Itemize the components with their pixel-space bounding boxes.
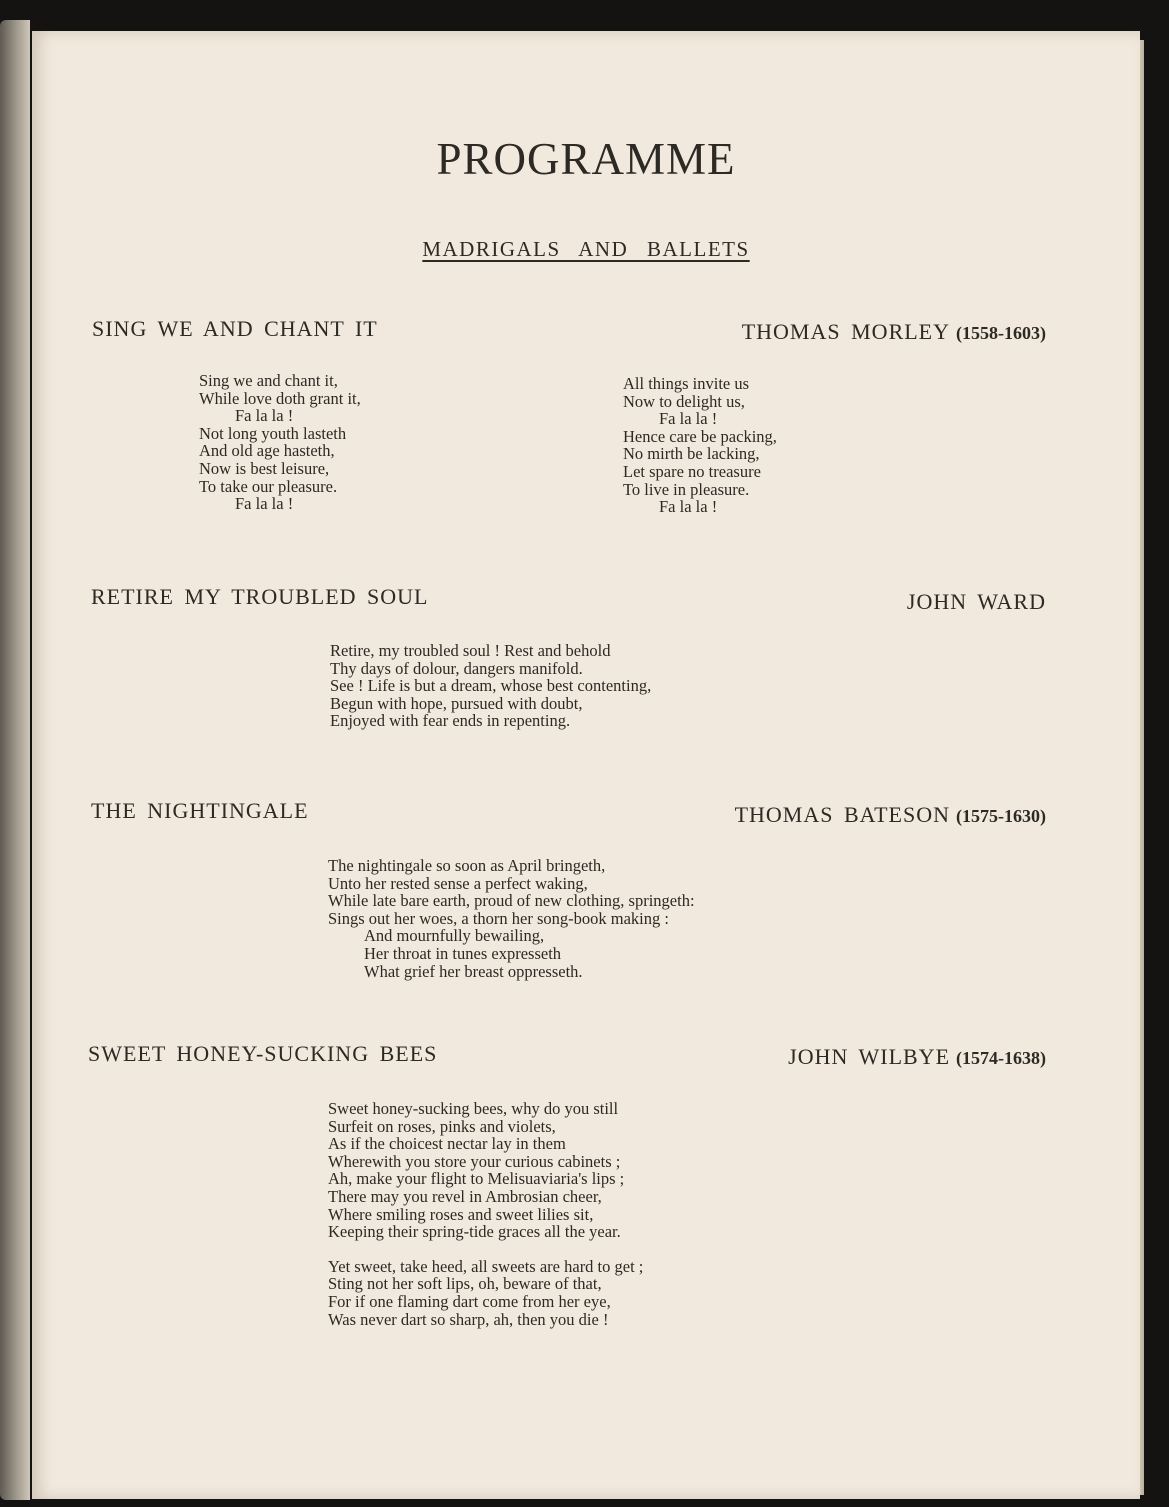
piece-title-retire: RETIRE MY TROUBLED SOUL: [91, 584, 429, 609]
piece-title-honey-bees: SWEET HONEY-SUCKING BEES: [88, 1041, 438, 1066]
verse-line: Ah, make your flight to Melisuaviaria's lips ;: [328, 1169, 625, 1189]
verse-line: Sweet honey-sucking bees, why do you still: [328, 1099, 619, 1118]
verse-retire: [330, 642, 651, 730]
verse-line: Fa la la !: [235, 494, 294, 514]
piece-title-nightingale: THE NIGHTINGALE: [91, 798, 309, 823]
composer-dates: (1558-1603): [956, 323, 1046, 343]
verse-line: Hence care be packing,: [623, 426, 777, 446]
composer-bateson: THOMAS BATESON (1575-1630): [734, 802, 1046, 827]
book-spine-shadow: [0, 20, 30, 1500]
verse-honey-bees: [328, 1100, 643, 1328]
verse-line: Wherewith you store your curious cabinets ;: [328, 1151, 621, 1171]
composer-dates: (1574-1638): [956, 1048, 1046, 1068]
verse-line: All things invite us: [623, 374, 750, 393]
verse-line: Where smiling roses and sweet lilies sit,: [328, 1204, 594, 1224]
page-title: PROGRAMME: [436, 134, 736, 184]
verse-line: And mournfully bewailing,: [364, 926, 545, 946]
verse-line: For if one flaming dart come from her eye,: [328, 1291, 611, 1311]
verse-sing-we-left: [199, 372, 361, 513]
programme-page: [32, 31, 1140, 1499]
composer-wilbye: JOHN WILBYE (1574-1638): [788, 1044, 1046, 1069]
verse-line: Let spare no treasure: [623, 461, 761, 481]
verse-line: Retire, my troubled soul ! Rest and behold: [330, 641, 611, 660]
verse-line: Unto her rested sense a perfect waking,: [328, 873, 588, 893]
verse-line: Sting not her soft lips, oh, beware of that,: [328, 1274, 602, 1294]
verse-line: Now to delight us,: [623, 391, 745, 411]
verse-line: Begun with hope, pursued with doubt,: [330, 693, 583, 713]
composer-ward: JOHN WARD: [906, 589, 1046, 614]
verse-line: To take our pleasure.: [199, 476, 338, 496]
verse-line: Fa la la !: [659, 497, 718, 517]
verse-line: Sing we and chant it,: [199, 371, 338, 390]
verse-line: Fa la la !: [235, 406, 294, 426]
verse-line: Fa la la !: [659, 409, 718, 429]
verse-line: As if the choicest nectar lay in them: [328, 1134, 566, 1154]
piece-title-sing-we: SING WE AND CHANT IT: [92, 316, 378, 341]
verse-line: Surfeit on roses, pinks and violets,: [328, 1116, 556, 1136]
verse-line: Yet sweet, take heed, all sweets are hard to get ;: [328, 1256, 644, 1276]
verse-line: Thy days of dolour, dangers manifold.: [330, 658, 583, 678]
verse-line: And old age hasteth,: [199, 441, 335, 461]
verse-line: Enjoyed with fear ends in repenting.: [330, 711, 571, 731]
verse-line: Not long youth lasteth: [199, 423, 347, 443]
verse-line: Sings out her woes, a thorn her song-book making :: [328, 908, 669, 928]
verse-line: The nightingale so soon as April bringeth,: [328, 856, 606, 875]
verse-line: There may you revel in Ambrosian cheer,: [328, 1186, 602, 1206]
section-subtitle: MADRIGALS AND BALLETS: [422, 237, 750, 261]
verse-line: While late bare earth, proud of new clothing, springeth:: [328, 891, 695, 911]
verse-line: No mirth be lacking,: [623, 444, 760, 464]
composer-morley: THOMAS MORLEY (1558-1603): [741, 319, 1046, 344]
verse-line: What grief her breast oppresseth.: [364, 961, 583, 981]
verse-sing-we-right: [623, 375, 777, 516]
verse-line: Her throat in tunes expresseth: [364, 943, 562, 963]
verse-line: See ! Life is but a dream, whose best contenting,: [330, 676, 652, 696]
verse-nightingale: [328, 857, 695, 980]
verse-line: Keeping their spring-tide graces all the year.: [328, 1222, 621, 1242]
verse-line: Now is best leisure,: [199, 458, 330, 478]
verse-line: Was never dart so sharp, ah, then you die !: [328, 1309, 609, 1329]
verse-line: To live in pleasure.: [623, 479, 750, 499]
verse-line: While love doth grant it,: [199, 388, 361, 408]
composer-dates: (1575-1630): [956, 806, 1046, 826]
